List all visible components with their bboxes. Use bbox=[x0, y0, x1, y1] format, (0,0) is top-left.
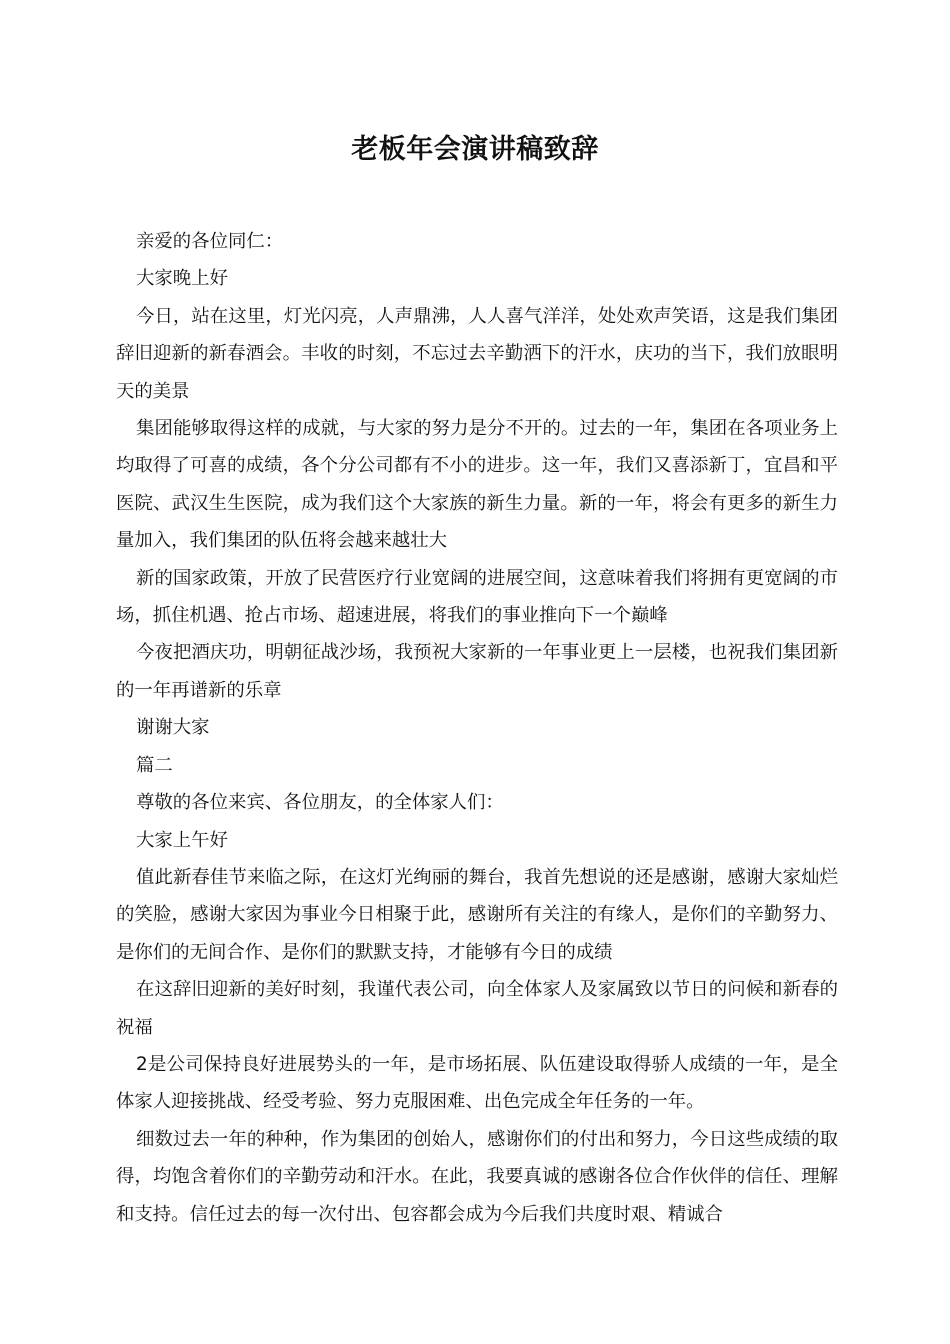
document-title: 老板年会演讲稿致辞 bbox=[351, 134, 599, 165]
paragraph: 新的国家政策，开放了民营医疗行业宽阔的进展空间，这意味着我们将拥有更宽阔的市场，抓住机遇、抢占市场、超速进展，将我们的事业推向下一个巅峰 bbox=[116, 567, 838, 627]
paragraph: 今夜把酒庆功，明朝征战沙场，我预祝大家新的一年事业更上一层楼，也祝我们集团新的一年再谱新的乐章 bbox=[116, 642, 838, 701]
paragraph: 大家晚上好 bbox=[136, 268, 228, 290]
paragraph: 在这辞旧迎新的美好时刻，我谨代表公司，向全体家人及家属致以节日的问候和新春的祝福 bbox=[116, 979, 838, 1038]
paragraph: 大家上午好 bbox=[136, 829, 228, 851]
paragraph: 尊敬的各位来宾、各位朋友，的全体家人们： bbox=[136, 792, 504, 814]
paragraph: 2是公司保持良好进展势头的一年，是市场拓展、队伍建设取得骄人成绩的一年，是全体家人迎接挑战、经受考验、努力克服困难、出色完成全年任务的一年。 bbox=[116, 1053, 838, 1113]
paragraph: 篇二 bbox=[136, 754, 173, 776]
paragraph: 值此新春佳节来临之际，在这灯光绚丽的舞台，我首先想说的还是感谢，感谢大家灿烂的笑脸，感谢大家因为事业今日相聚于此，感谢所有关注的有缘人，是你们的辛勤努力、是你们的无间合作、是你们的默默支持，才能够有今日的成绩 bbox=[116, 866, 838, 963]
paragraph: 细数过去一年的种种，作为集团的创始人，感谢你们的付出和努力，今日这些成绩的取得，均饱含着你们的辛勤劳动和汗水。在此，我要真诚的感谢各位合作伙伴的信任、理解和支持。信任过去的每一次付出、包容都会成为今后我们共度时艰、精诚合 bbox=[116, 1128, 838, 1225]
paragraph: 集团能够取得这样的成就，与大家的努力是分不开的。过去的一年，集团在各项业务上均取得了可喜的成绩，各个分公司都有不小的进步。这一年，我们又喜添新丁，宜昌和平医院、武汉生生医院，成为我们这个大家族的新生力量。新的一年，将会有更多的新生力量加入，我们集团的队伍将会越来越壮大 bbox=[116, 418, 838, 552]
paragraph: 亲爱的各位同仁： bbox=[136, 231, 284, 252]
document-body bbox=[116, 223, 838, 1233]
paragraph: 今日，站在这里，灯光闪亮，人声鼎沸，人人喜气洋洋，处处欢声笑语，这是我们集团辞旧迎新的新春酒会。丰收的时刻，不忘过去辛勤洒下的汗水，庆功的当下，我们放眼明天的美景 bbox=[116, 305, 838, 402]
paragraph: 谢谢大家 bbox=[136, 717, 210, 739]
